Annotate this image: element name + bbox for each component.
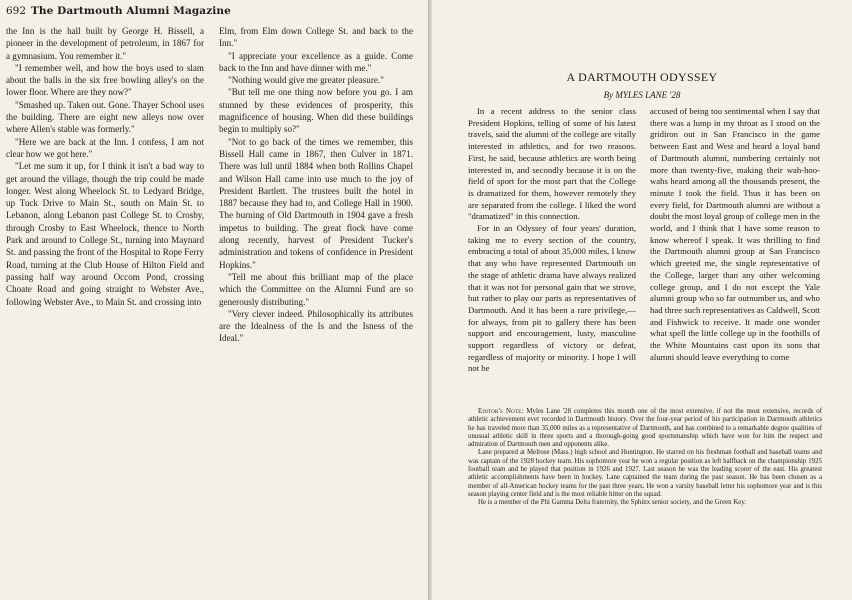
paragraph: In a recent address to the senior class President Hopkins, telling of some of his latest travels, said the alumni of the college are vitally interested in athletics, and for two reasons. First, he said, because athletics are worth being interested in, and secondly because it is on the field of sport for the most part that the College is dramatized for them, however remotely they are separated from the college. I liked the word "dramatized" in this connection. xyxy=(468,106,636,222)
editors-note-label: Editor's Note: xyxy=(478,408,524,415)
paragraph: "I remember well, and how the boys used to slam about the balls in the six free bowling alley's on the lower floor. Where are they now?" xyxy=(6,62,204,98)
paragraph: For in an Odyssey of four years' duration, taking me to every section of the country, embracing a total of about 35,000 miles, I know that any who have represented Dartmouth on the stage of athletic drama have always realized that it was not for personal gain that we strove, but rather to play our parts as representatives of Dartmouth. And it has been a rare privilege,—for always, from pit to gallery there has been support and encouragement, lusty, masculine support regardless of victory or defeat, regardless of majority or minority. I hope I will not be xyxy=(468,223,636,374)
paragraph: the Inn is the hall built by George H. Bissell, a pioneer in the development of petroleum, in 1867 for a gymnasium. You remember it." xyxy=(6,26,204,61)
paragraph: "Not to go back of the times we remember, this Bissell Hall came in 1867, then Culver in 1871. There was lull until 1884 when both Rollins Chapel and Wilson Hall came into use much to the joy of President Bartlett. The trustees built the hotel in 1887 because they had to, and College Hall in 1900. The burning of Old Dartmouth in 1904 gave a fresh impetus to building. The great flock have come along recently, harvest of President Tucker's administration and tokens of confidence in President Hopkins." xyxy=(219,136,413,270)
right-page xyxy=(432,0,852,600)
running-head: The Dartmouth Alumni Magazine xyxy=(31,5,231,17)
paragraph: "I appreciate your excellence as a guide. Come back to the Inn and have dinner with me." xyxy=(219,50,413,73)
editors-note-paragraph xyxy=(468,408,822,449)
paragraph: "Here we are back at the Inn. I confess, I am not clear how we got here." xyxy=(6,136,204,159)
left-column-1 xyxy=(6,25,204,308)
paragraph: "Let me sum it up, for I think it isn't a bad way to get around the village, though the trip could be made longer. West along Wheelock St. to Ledyard Bridge, up Tuck Drive to Main St., south on Main St. to Lebanon, along Lebanon past College St. to Crosby, through Crosby to East Wheelock, thence to North Park and around to College St., turning into Maynard St. and passing the front of the Hospital to Rope Ferry Road, turning at the Club House of Hilton Field and passing half way around Occom Pond, crossing Choate Road and going straight to Webster Ave., following Webster Ave., to Main St. and crossing into xyxy=(6,161,204,307)
page-header xyxy=(6,5,406,19)
editors-note-paragraph: Lane prepared at Melrose (Mass.) high school and Huntington. He starred on his freshman football and baseball teams and was captain of the 1928 hockey team. His sophomore year he won a regular position as left halfback on the championship 1925 football team and he played that position in 1926 and 1927. Last season he was the leading scorer of the east. His greatest athletic accomplishments have been in hockey. Lane captained the team during the past season. He has been chosen as a member of all-American hockey teams for the past three years. He won a varsity baseball letter his sophomore year and is this season playing center field and is the most reliable hitter on the squad. xyxy=(468,449,822,498)
paragraph: "But tell me one thing now before you go. I am stunned by these evidences of prosperity, this magnificence of housing. When did these buildings begin to multiply so?" xyxy=(219,87,413,135)
paragraph: accused of being too sentimental when I say that there was a lump in my throat as I stood on the gridiron out in San Francisco in the game between East and West and heard a loyal band of Dartmouth alumni, numbering certainly not more than twenty-five, making their wah-hoo-wahs heard among all the thousands present, the minute I took the field. Thus it has been on every field, for Dartmouth alumni are without a doubt the most loyal group of college men in the world, and I think that I have some reason to know whereof I speak. It was thrilling to find the Dartmouth alumni group at San Francisco which greeted me, the single representative of the College, larger than any other welcoming college group, and I do not except the Yale alumni group who so far outnumber us, and who had three such representatives as Caldwell, Scott and Fishwick to receive. It made one wonder what spell the little college up in the foothills of the White Mountains cast upon its sons that alumni should leave everything to come xyxy=(650,106,820,362)
editors-note xyxy=(468,408,822,508)
paragraph: "Nothing would give me greater pleasure." xyxy=(228,75,384,86)
paragraph: "Very clever indeed. Philosophically its attributes are the Idealness of the Is and the Isness of the Ideal." xyxy=(219,308,413,344)
paragraph: Elm, from Elm down College St. and back to the Inn." xyxy=(219,26,413,49)
byline: By MYLES LANE '28 xyxy=(603,90,681,100)
left-column-2 xyxy=(219,25,413,345)
right-column-2 xyxy=(650,106,820,363)
editors-note-text: Myles Lane '28 completes this month one of the most extensive, if not the most extensive, records of athletic achievement ever recorded in Dartmouth history. Over the four-year period of his participation in Dartmouth athletics he has traveled more than 35,000 miles as a representative of Dartmouth, and has combined to a remarkable degree qualities of unusual athletic skill in three sports and a thorough-going good sportsmanship which have won for him the respect and admiration of Dartmouth men and opponents alike. xyxy=(468,408,822,449)
article-title: A DARTMOUTH ODYSSEY xyxy=(566,70,718,84)
paragraph: "Smashed up. Taken out. Gone. Thayer School uses the building. There are eight new alleys now over where Allen's stable was formerly." xyxy=(6,99,204,135)
paragraph: "Tell me about this brilliant map of the place which the Committee on the Alumni Fund are so generously distributing." xyxy=(219,271,413,307)
right-column-1 xyxy=(468,106,636,375)
page-number: 692 xyxy=(6,5,27,17)
editors-note-paragraph: He is a member of the Phi Gamma Delta fraternity, the Sphinx senior society, and the Green Key. xyxy=(478,499,747,507)
